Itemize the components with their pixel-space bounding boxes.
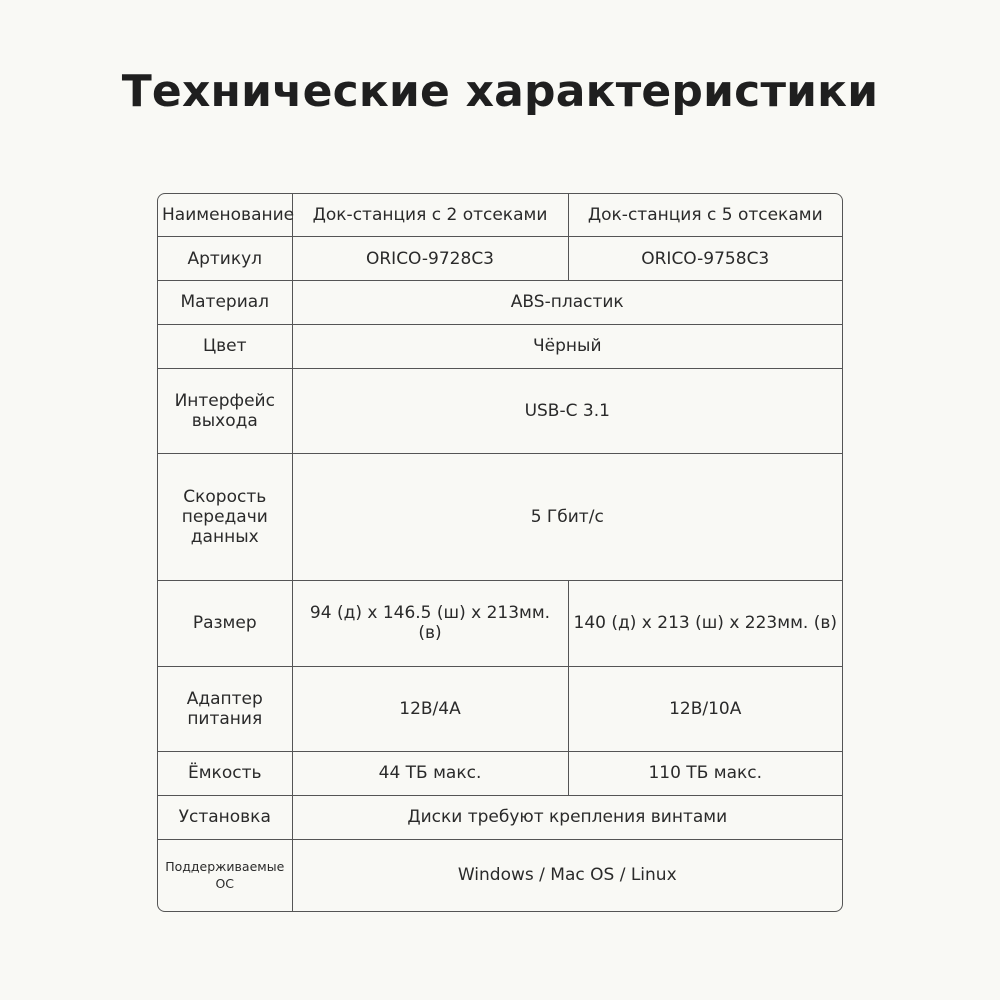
row-label (158, 666, 292, 751)
cell-value-shared: USB-C 3.1 (292, 368, 842, 453)
row-label-line: питания (187, 708, 263, 729)
row-label: Ёмкость (158, 752, 292, 796)
table-row-material (158, 280, 842, 324)
cell-value-dock-5: 140 (д) x 213 (ш) x 223мм. (в) (568, 581, 842, 666)
row-label-line: Поддерживаемые (165, 859, 285, 875)
cell-value-shared: ABS-пластик (292, 280, 842, 324)
row-label: Артикул (158, 237, 292, 281)
spec-table-container (157, 193, 843, 912)
table-row-capacity (158, 752, 842, 796)
cell-value-dock-5: 12В/10А (568, 666, 842, 751)
row-label-line: Скорость (183, 487, 267, 508)
cell-value-dock-2: Док-станция с 2 отсеками (292, 194, 568, 237)
row-label (158, 368, 292, 453)
cell-value-dock-5: 110 ТБ макс. (568, 752, 842, 796)
cell-value-shared: Чёрный (292, 324, 842, 368)
cell-value-dock-2: 44 ТБ макс. (292, 752, 568, 796)
row-label-line: Адаптер (186, 688, 263, 709)
table-row-interface (158, 368, 842, 453)
table-row-name (158, 194, 842, 237)
cell-value-shared: 5 Гбит/с (292, 453, 842, 580)
row-label-line: данных (190, 527, 259, 548)
table-row-color (158, 324, 842, 368)
table-row-installation (158, 795, 842, 839)
row-label: Материал (158, 280, 292, 324)
spec-table (158, 194, 842, 911)
row-label: Цвет (158, 324, 292, 368)
cell-value-dock-5: ORICO-9758C3 (568, 237, 842, 281)
cell-value-dock-5: Док-станция с 5 отсеками (568, 194, 842, 237)
cell-value-shared: Windows / Mac OS / Linux (292, 839, 842, 911)
row-label (158, 453, 292, 580)
table-row-adapter (158, 666, 842, 751)
row-label-line: Интерфейс (174, 390, 275, 411)
row-label: Размер (158, 581, 292, 666)
table-row-size (158, 581, 842, 666)
row-label-line: передачи (181, 507, 268, 528)
row-label: Наименование (158, 194, 292, 237)
table-row-speed (158, 453, 842, 580)
table-row-os (158, 839, 842, 911)
row-label: Установка (158, 795, 292, 839)
row-label-line: ОС (215, 876, 235, 892)
cell-value-dock-2: ORICO-9728C3 (292, 237, 568, 281)
row-label-line: выхода (191, 410, 258, 431)
table-row-article (158, 237, 842, 281)
cell-value-shared: Диски требуют крепления винтами (292, 795, 842, 839)
page-title: Технические характеристики (121, 66, 879, 117)
cell-value-dock-2: 94 (д) x 146.5 (ш) x 213мм. (в) (292, 581, 568, 666)
row-label (158, 839, 292, 911)
cell-value-dock-2: 12В/4А (292, 666, 568, 751)
